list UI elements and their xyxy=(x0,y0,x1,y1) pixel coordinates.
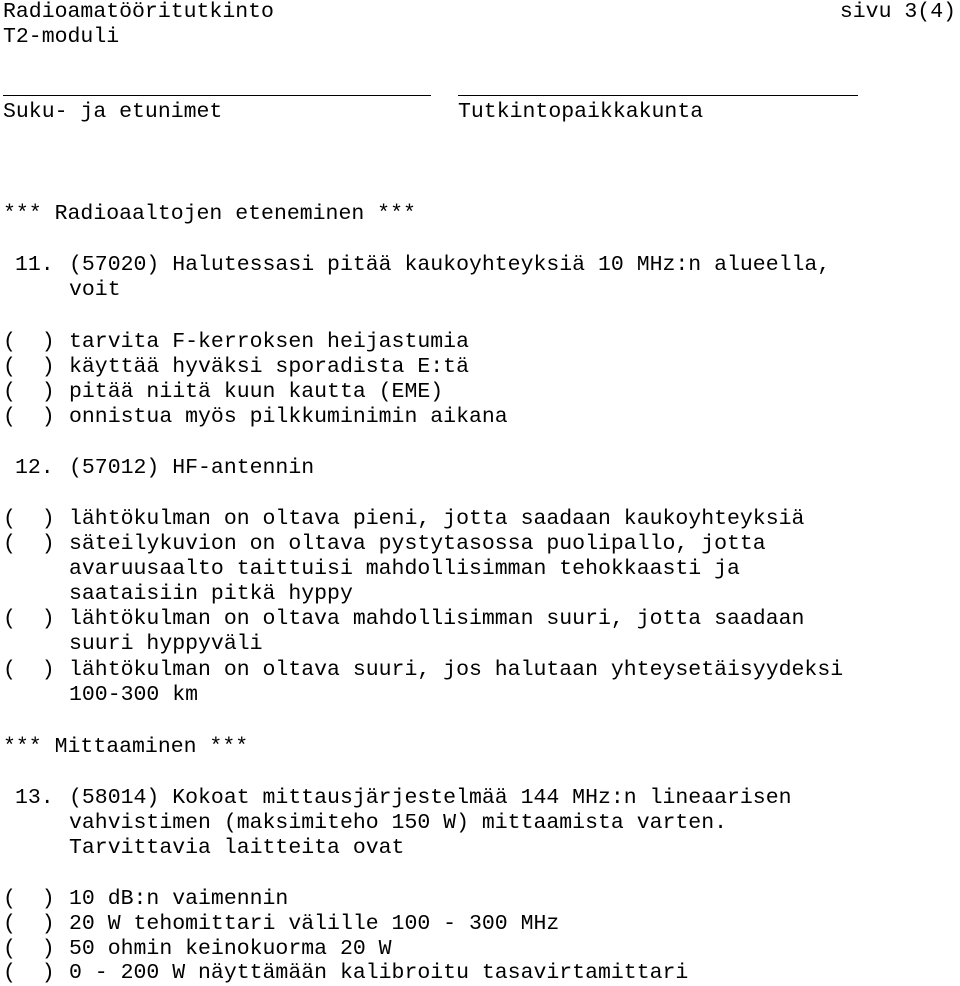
question-number: 13. xyxy=(15,786,54,810)
module-name: T2-moduli xyxy=(3,25,120,49)
answer-checkbox[interactable]: ( ) xyxy=(3,405,55,429)
answer-text: tarvita F-kerroksen heijastumia xyxy=(69,330,469,354)
question-number: 11. xyxy=(15,253,54,277)
answer-text: lähtökulman on oltava pieni, jotta saadaan kaukoyhteyksiä xyxy=(69,507,805,531)
answer-text: pitää niitä kuun kautta (EME) xyxy=(69,380,444,404)
answer-text: saataisiin pitkä hyppy xyxy=(69,582,353,606)
answer-checkbox[interactable]: ( ) xyxy=(3,380,55,404)
answer-option[interactable] xyxy=(3,937,392,962)
answer-checkbox[interactable]: ( ) xyxy=(3,887,55,911)
question-text: vahvistimen (maksimiteho 150 W) mittaamista varten. xyxy=(69,811,728,835)
answer-text: 0 - 200 W näyttämään kalibroitu tasavirtamittari xyxy=(69,961,689,985)
question-text: (57012) HF-antennin xyxy=(69,456,315,480)
answer-text: käyttää hyväksi sporadista E:tä xyxy=(69,355,469,379)
answer-text: 100-300 km xyxy=(69,683,199,707)
question-number: 12. xyxy=(15,456,54,480)
section-heading: *** Radioaaltojen eteneminen *** xyxy=(3,202,416,226)
answer-option[interactable] xyxy=(3,887,288,912)
answer-option[interactable] xyxy=(3,532,766,557)
place-field-line[interactable] xyxy=(458,95,858,96)
question-text: (57020) Halutessasi pitää kaukoyhteyksiä 10 MHz:n alueella, xyxy=(69,253,831,277)
answer-text: onnistua myös pilkkuminimin aikana xyxy=(69,405,508,429)
answer-option[interactable] xyxy=(3,355,469,380)
question-text: (58014) Kokoat mittausjärjestelmää 144 MHz:n lineaarisen xyxy=(69,786,792,810)
answer-checkbox[interactable]: ( ) xyxy=(3,532,55,556)
answer-option[interactable] xyxy=(3,912,559,937)
name-field-label: Suku- ja etunimet xyxy=(3,100,223,124)
answer-text: 20 W tehomittari välille 100 - 300 MHz xyxy=(69,912,560,936)
answer-checkbox[interactable]: ( ) xyxy=(3,961,55,985)
answer-option[interactable] xyxy=(3,380,443,405)
answer-text: 10 dB:n vaimennin xyxy=(69,887,289,911)
question-text: voit xyxy=(69,278,121,302)
document-title: Radioamatööritutkinto xyxy=(3,0,274,24)
question-text: Tarvittavia laitteita ovat xyxy=(69,836,405,860)
answer-checkbox[interactable]: ( ) xyxy=(3,658,55,682)
answer-option[interactable] xyxy=(3,507,804,532)
answer-text: lähtökulman on oltava mahdollisimman suuri, jotta saadaan xyxy=(69,607,805,631)
answer-text: suuri hyppyväli xyxy=(69,632,263,656)
answer-text: lähtökulman on oltava suuri, jos halutaan yhteysetäisyydeksi xyxy=(69,658,844,682)
answer-option[interactable] xyxy=(3,405,508,430)
answer-option[interactable] xyxy=(3,658,843,683)
answer-option[interactable] xyxy=(3,607,804,632)
answer-text: säteilykuvion on oltava pystytasossa puolipallo, jotta xyxy=(69,532,766,556)
section-heading: *** Mittaaminen *** xyxy=(3,735,249,759)
name-field-line[interactable] xyxy=(3,95,431,96)
place-field-label: Tutkintopaikkakunta xyxy=(458,100,704,124)
answer-checkbox[interactable]: ( ) xyxy=(3,355,55,379)
answer-text: avaruusaalto taittuisi mahdollisimman tehokkaasti ja xyxy=(69,557,740,581)
answer-checkbox[interactable]: ( ) xyxy=(3,912,55,936)
answer-option[interactable] xyxy=(3,961,688,986)
answer-checkbox[interactable]: ( ) xyxy=(3,607,55,631)
answer-checkbox[interactable]: ( ) xyxy=(3,937,55,961)
answer-option[interactable] xyxy=(3,330,469,355)
page-number: sivu 3(4) xyxy=(839,0,956,24)
answer-checkbox[interactable]: ( ) xyxy=(3,330,55,354)
answer-text: 50 ohmin keinokuorma 20 W xyxy=(69,937,392,961)
answer-checkbox[interactable]: ( ) xyxy=(3,507,55,531)
